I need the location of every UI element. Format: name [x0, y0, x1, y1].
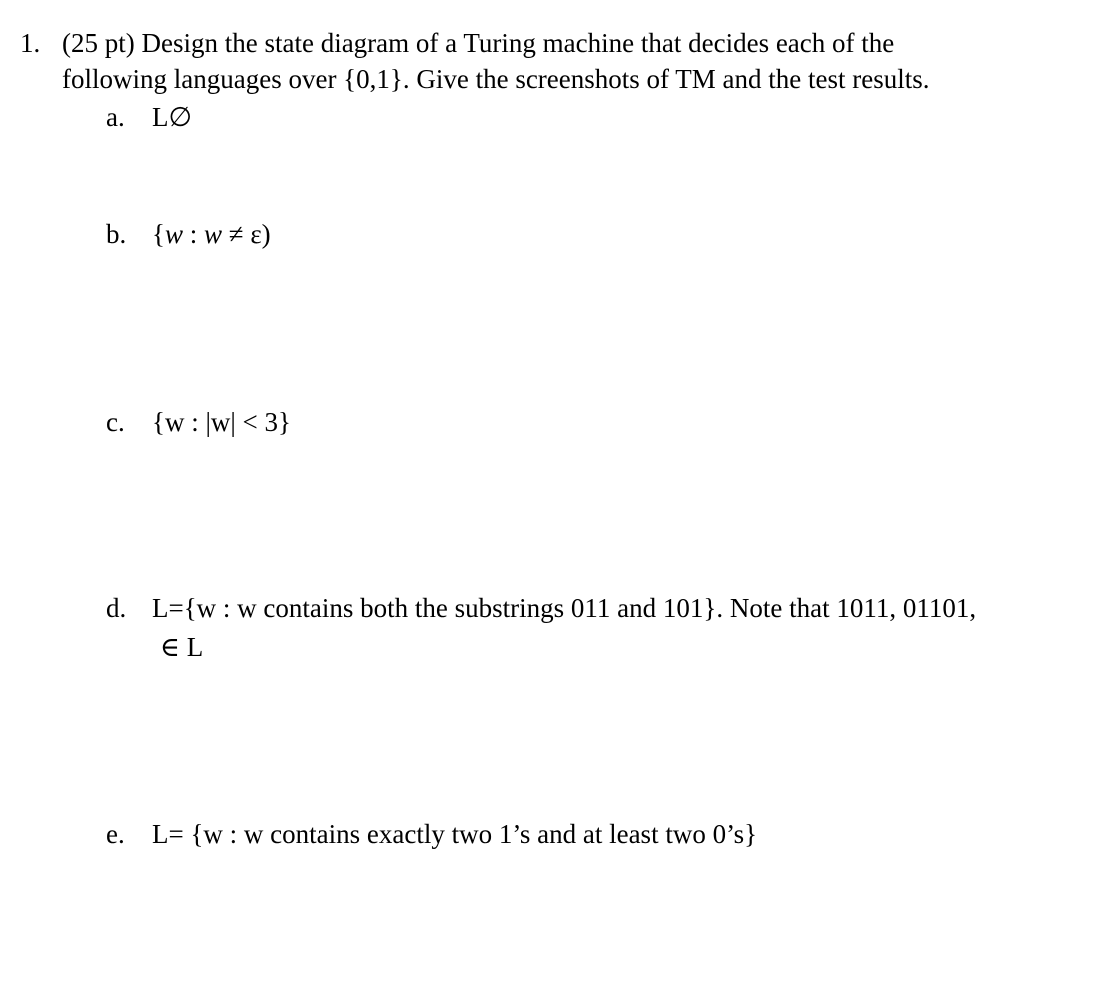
part-b-open-brace: { [152, 219, 165, 249]
part-b-colon: : [182, 219, 204, 249]
part-e-language: L= {w : w contains exactly two 1’s and at least two 0’s} [152, 819, 758, 849]
part-c-label: c. [106, 407, 125, 437]
part-d-language: L={w : w contains both the substrings 011 and 101}. Note that 1011, 01101, [152, 593, 977, 623]
part-b-var-w1: w [164, 219, 183, 249]
part-b-condition: ≠ ε) [222, 219, 271, 249]
part-a-label: a. [106, 102, 125, 132]
part-d-membership: ∈ L [160, 632, 204, 662]
part-c-language: {w : |w| < 3} [152, 407, 291, 437]
part-a-language: L∅ [152, 102, 193, 132]
part-d-label: d. [106, 593, 127, 623]
part-e-label: e. [106, 819, 125, 849]
question-text-line-1: (25 pt) Design the state diagram of a Turing machine that decides each of the [62, 28, 895, 58]
question-text-line-2: following languages over {0,1}. Give the screenshots of TM and the test results. [62, 64, 930, 94]
part-b-label: b. [106, 219, 127, 249]
part-b-var-w2: w [204, 219, 223, 249]
part-b-language [152, 217, 271, 251]
question-number: 1. [20, 28, 41, 58]
